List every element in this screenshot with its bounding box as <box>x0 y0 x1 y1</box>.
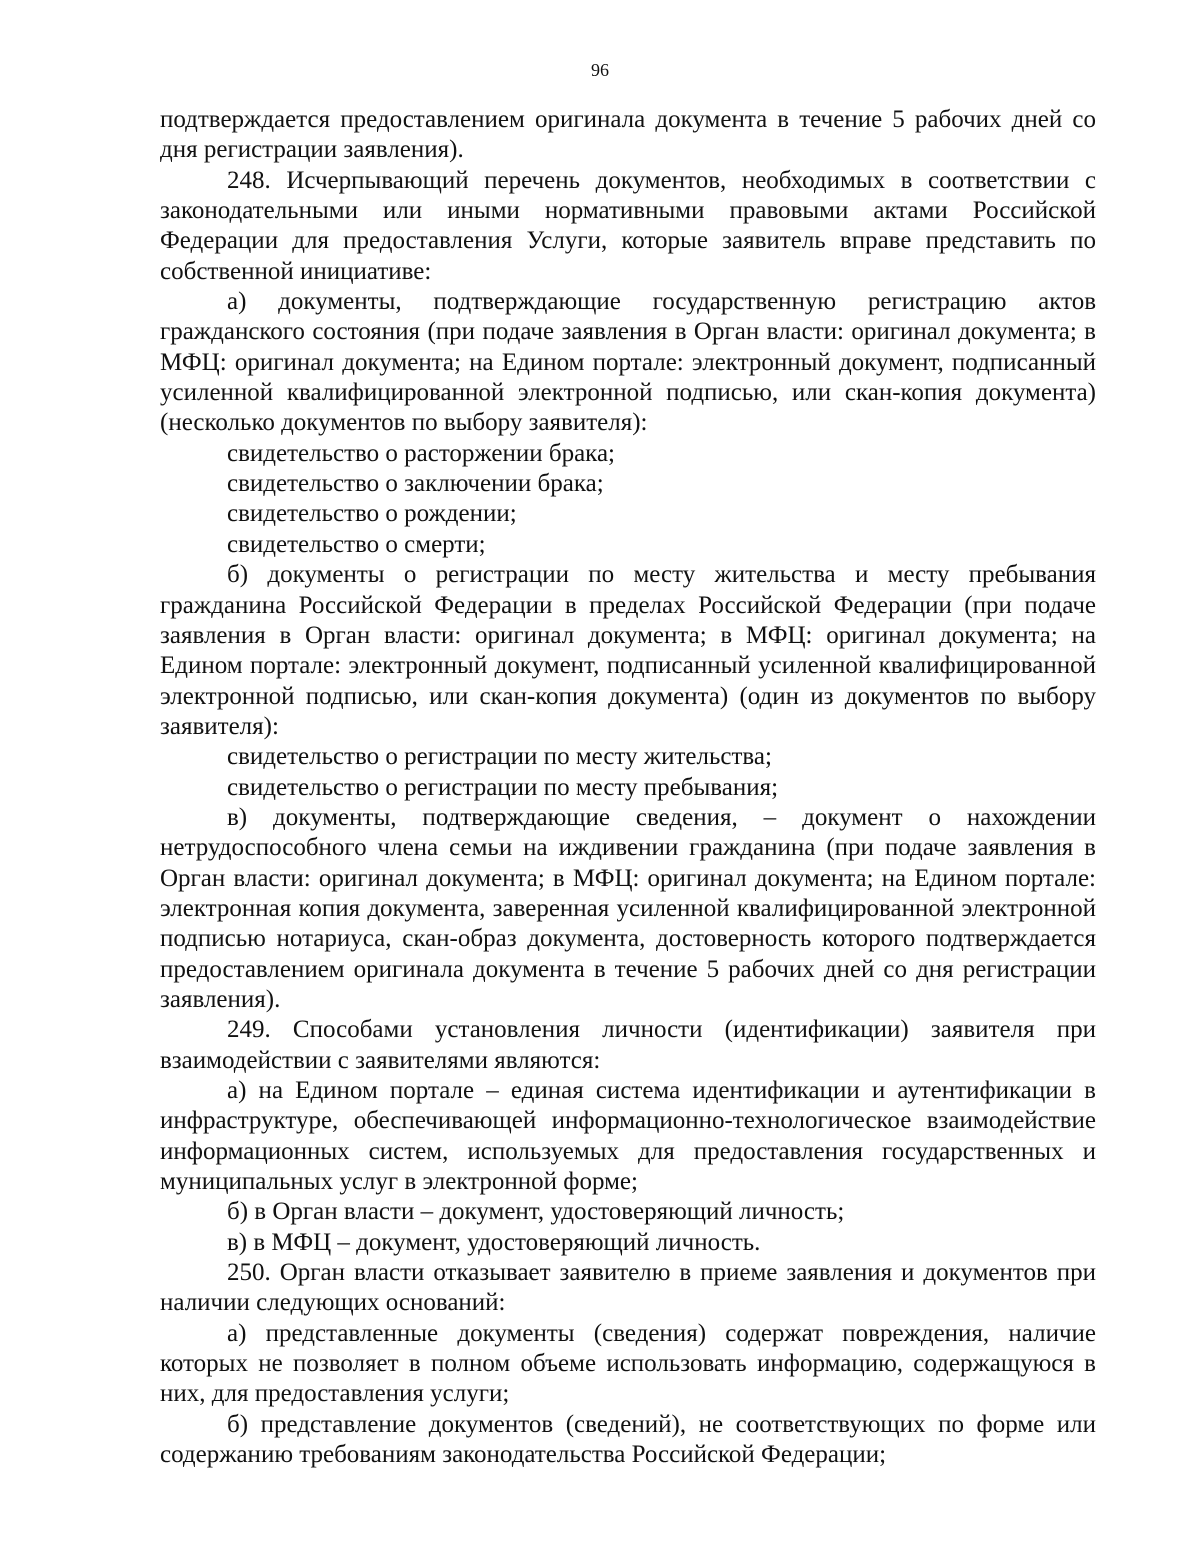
paragraph-248-b: б) документы о регистрации по месту жительства и месту пребывания гражданина Российской Федерации в пределах Российской Федерации (при подаче заявления в Орган власти: оригинал документа; в МФЦ: оригинал документа; на Едином портале: электронный документ, подписанный усиленной квалифицированной электронной подписью, или скан-копия документа) (один из документов по выбору заявителя): <box>160 561 1096 740</box>
paragraph-249: 249. Способами установления личности (идентификации) заявителя при взаимодействии с заявителями являются: <box>160 1016 1096 1074</box>
paragraph-250-b: б) представление документов (сведений), не соответствующих по форме или содержанию требованиям законодательства Российской Федерации; <box>160 1410 1096 1469</box>
list-item-residence-registration: свидетельство о регистрации по месту жительства; <box>227 743 772 771</box>
paragraph-continuation: подтверждается предоставлением оригинала документа в течение 5 рабочих дней со дня регистрации заявления). <box>160 106 1096 164</box>
paragraph-249-a: а) на Едином портале – единая система идентификации и аутентификации в инфраструктуре, обеспечивающей информационно-технологическое взаимодействие информационных систем, используемых для предоставления государственных и муниципальных услуг в электронной форме; <box>160 1077 1096 1196</box>
paragraph-248-v: в) документы, подтверждающие сведения, – документ о нахождении нетрудоспособного члена семьи на иждивении гражданина (при подаче заявления в Орган власти: оригинал документа; в МФЦ: оригинал документа; на Едином портале: электронная копия документа, заверенная усиленной квалифицированной электронной подписью нотариуса, скан-образ документа, достоверность которого подтверждается предоставлением оригинала документа в течение 5 рабочих дней со дня регистрации заявления). <box>160 803 1096 1013</box>
paragraph-250: 250. Орган власти отказывает заявителю в приеме заявления и документов при наличии следующих оснований: <box>160 1259 1096 1317</box>
list-item-divorce-certificate: свидетельство о расторжении брака; <box>227 439 615 467</box>
paragraph-249-b: б) в Орган власти – документ, удостоверяющий личность; <box>227 1198 845 1226</box>
paragraph-248: 248. Исчерпывающий перечень документов, необходимых в соответствии с законодательными или иными нормативными правовыми актами Российской Федерации для предоставления Услуги, которые заявитель вправе представить по собственной инициативе: <box>160 166 1096 285</box>
paragraph-248-a: а) документы, подтверждающие государственную регистрацию актов гражданского состояния (при подаче заявления в Орган власти: оригинал документа; в МФЦ: оригинал документа; на Едином портале: электронный документ, подписанный усиленной квалифицированной электронной подписью, или скан-копия документа) (несколько документов по выбору заявителя): <box>160 288 1096 437</box>
list-item-birth-certificate: свидетельство о рождении; <box>227 500 517 528</box>
paragraph-250-a: а) представленные документы (сведения) содержат повреждения, наличие которых не позволяет в полном объеме использовать информацию, содержащуюся в них, для предоставления услуги; <box>160 1319 1096 1408</box>
list-item-death-certificate: свидетельство о смерти; <box>227 530 486 558</box>
list-item-marriage-certificate: свидетельство о заключении брака; <box>227 470 604 498</box>
page-number: 96 <box>591 60 609 80</box>
paragraph-249-v: в) в МФЦ – документ, удостоверяющий личность. <box>227 1228 761 1256</box>
document-body <box>160 105 1096 1470</box>
list-item-stay-registration: свидетельство о регистрации по месту пребывания; <box>227 773 779 801</box>
